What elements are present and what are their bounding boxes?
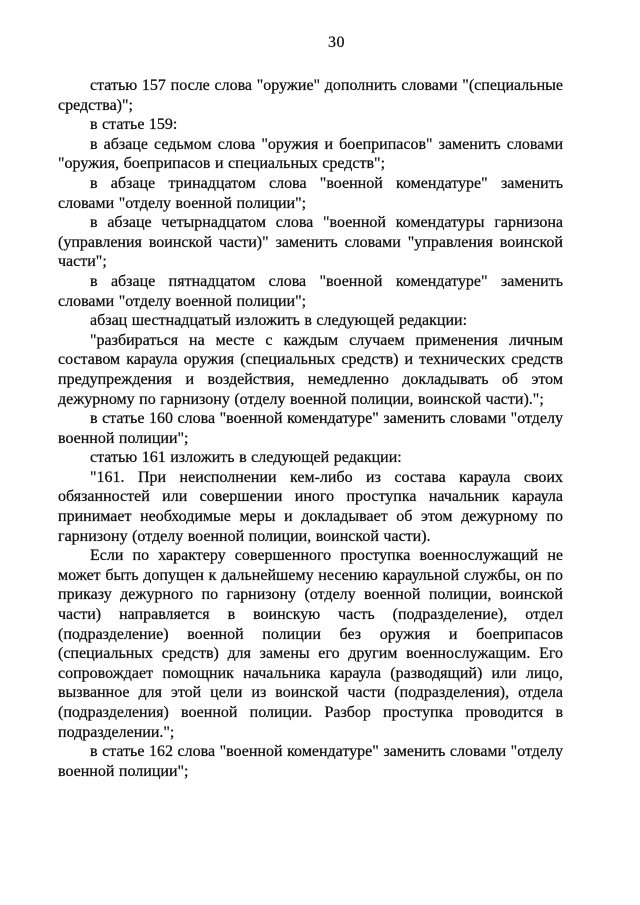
paragraph: Если по характеру совершенного проступка военнослужащий не может быть допущен к дальнейшему несению караульной службы, он по приказу дежурного по гарнизону (отделу военной полиции, воинской части) направляется в воинскую часть (подразделение), отдел (подразделение) военной полиции без оружия и боеприпасов (специальных средств) для замены его другим военнослужащим. Его сопровождает помощник начальника караула (разводящий) или лицо, вызванное для этой цели из воинской части (подразделения), отдела (подразделения) военной полиции. Разбор проступка проводится в подразделении."; (58, 547, 563, 741)
paragraph: "161. При неисполнении кем-либо из состава караула своих обязанностей или совершении иного проступка начальник караула принимает необходимые меры и докладывает об этом дежурному по гарнизону (отделу военной полиции, воинской части). (58, 468, 563, 545)
paragraph: в абзаце тринадцатом слова "военной комендатуре" заменить словами "отделу военной полиции"; (58, 174, 563, 212)
paragraph: в статье 160 слова "военной комендатуре" заменить словами "отделу военной полиции"; (58, 410, 563, 447)
document-content (58, 76, 563, 781)
paragraph: в абзаце четырнадцатом слова "военной комендатуры гарнизона (управления воинской части)" заменить словами "управления воинской части"; (58, 214, 563, 271)
paragraph: статью 157 после слова "оружие" дополнить словами "(специальные средства)"; (58, 77, 563, 114)
paragraph: в абзаце пятнадцатом слова "военной комендатуре" заменить словами "отделу военной полиции"; (58, 272, 563, 310)
paragraph: статью 161 изложить в следующей редакции: (90, 449, 402, 467)
page-number: 30 (328, 34, 345, 51)
paragraph: в статье 162 слова "военной комендатуре" заменить словами "отделу военной полиции"; (58, 743, 563, 780)
paragraph: в статье 159: (90, 116, 178, 134)
paragraph: абзац шестнадцатый изложить в следующей редакции: (90, 312, 468, 330)
paragraph: в абзаце седьмом слова "оружия и боеприпасов" заменить словами "оружия, боеприпасов и специальных средств"; (58, 135, 563, 173)
paragraph: "разбираться на месте с каждым случаем применения личным составом караула оружия (специальных средств) и технических средств предупреждения и воздействия, немедленно докладывать об этом дежурному по гарнизону (отделу военной полиции, воинской части)."; (58, 331, 563, 408)
